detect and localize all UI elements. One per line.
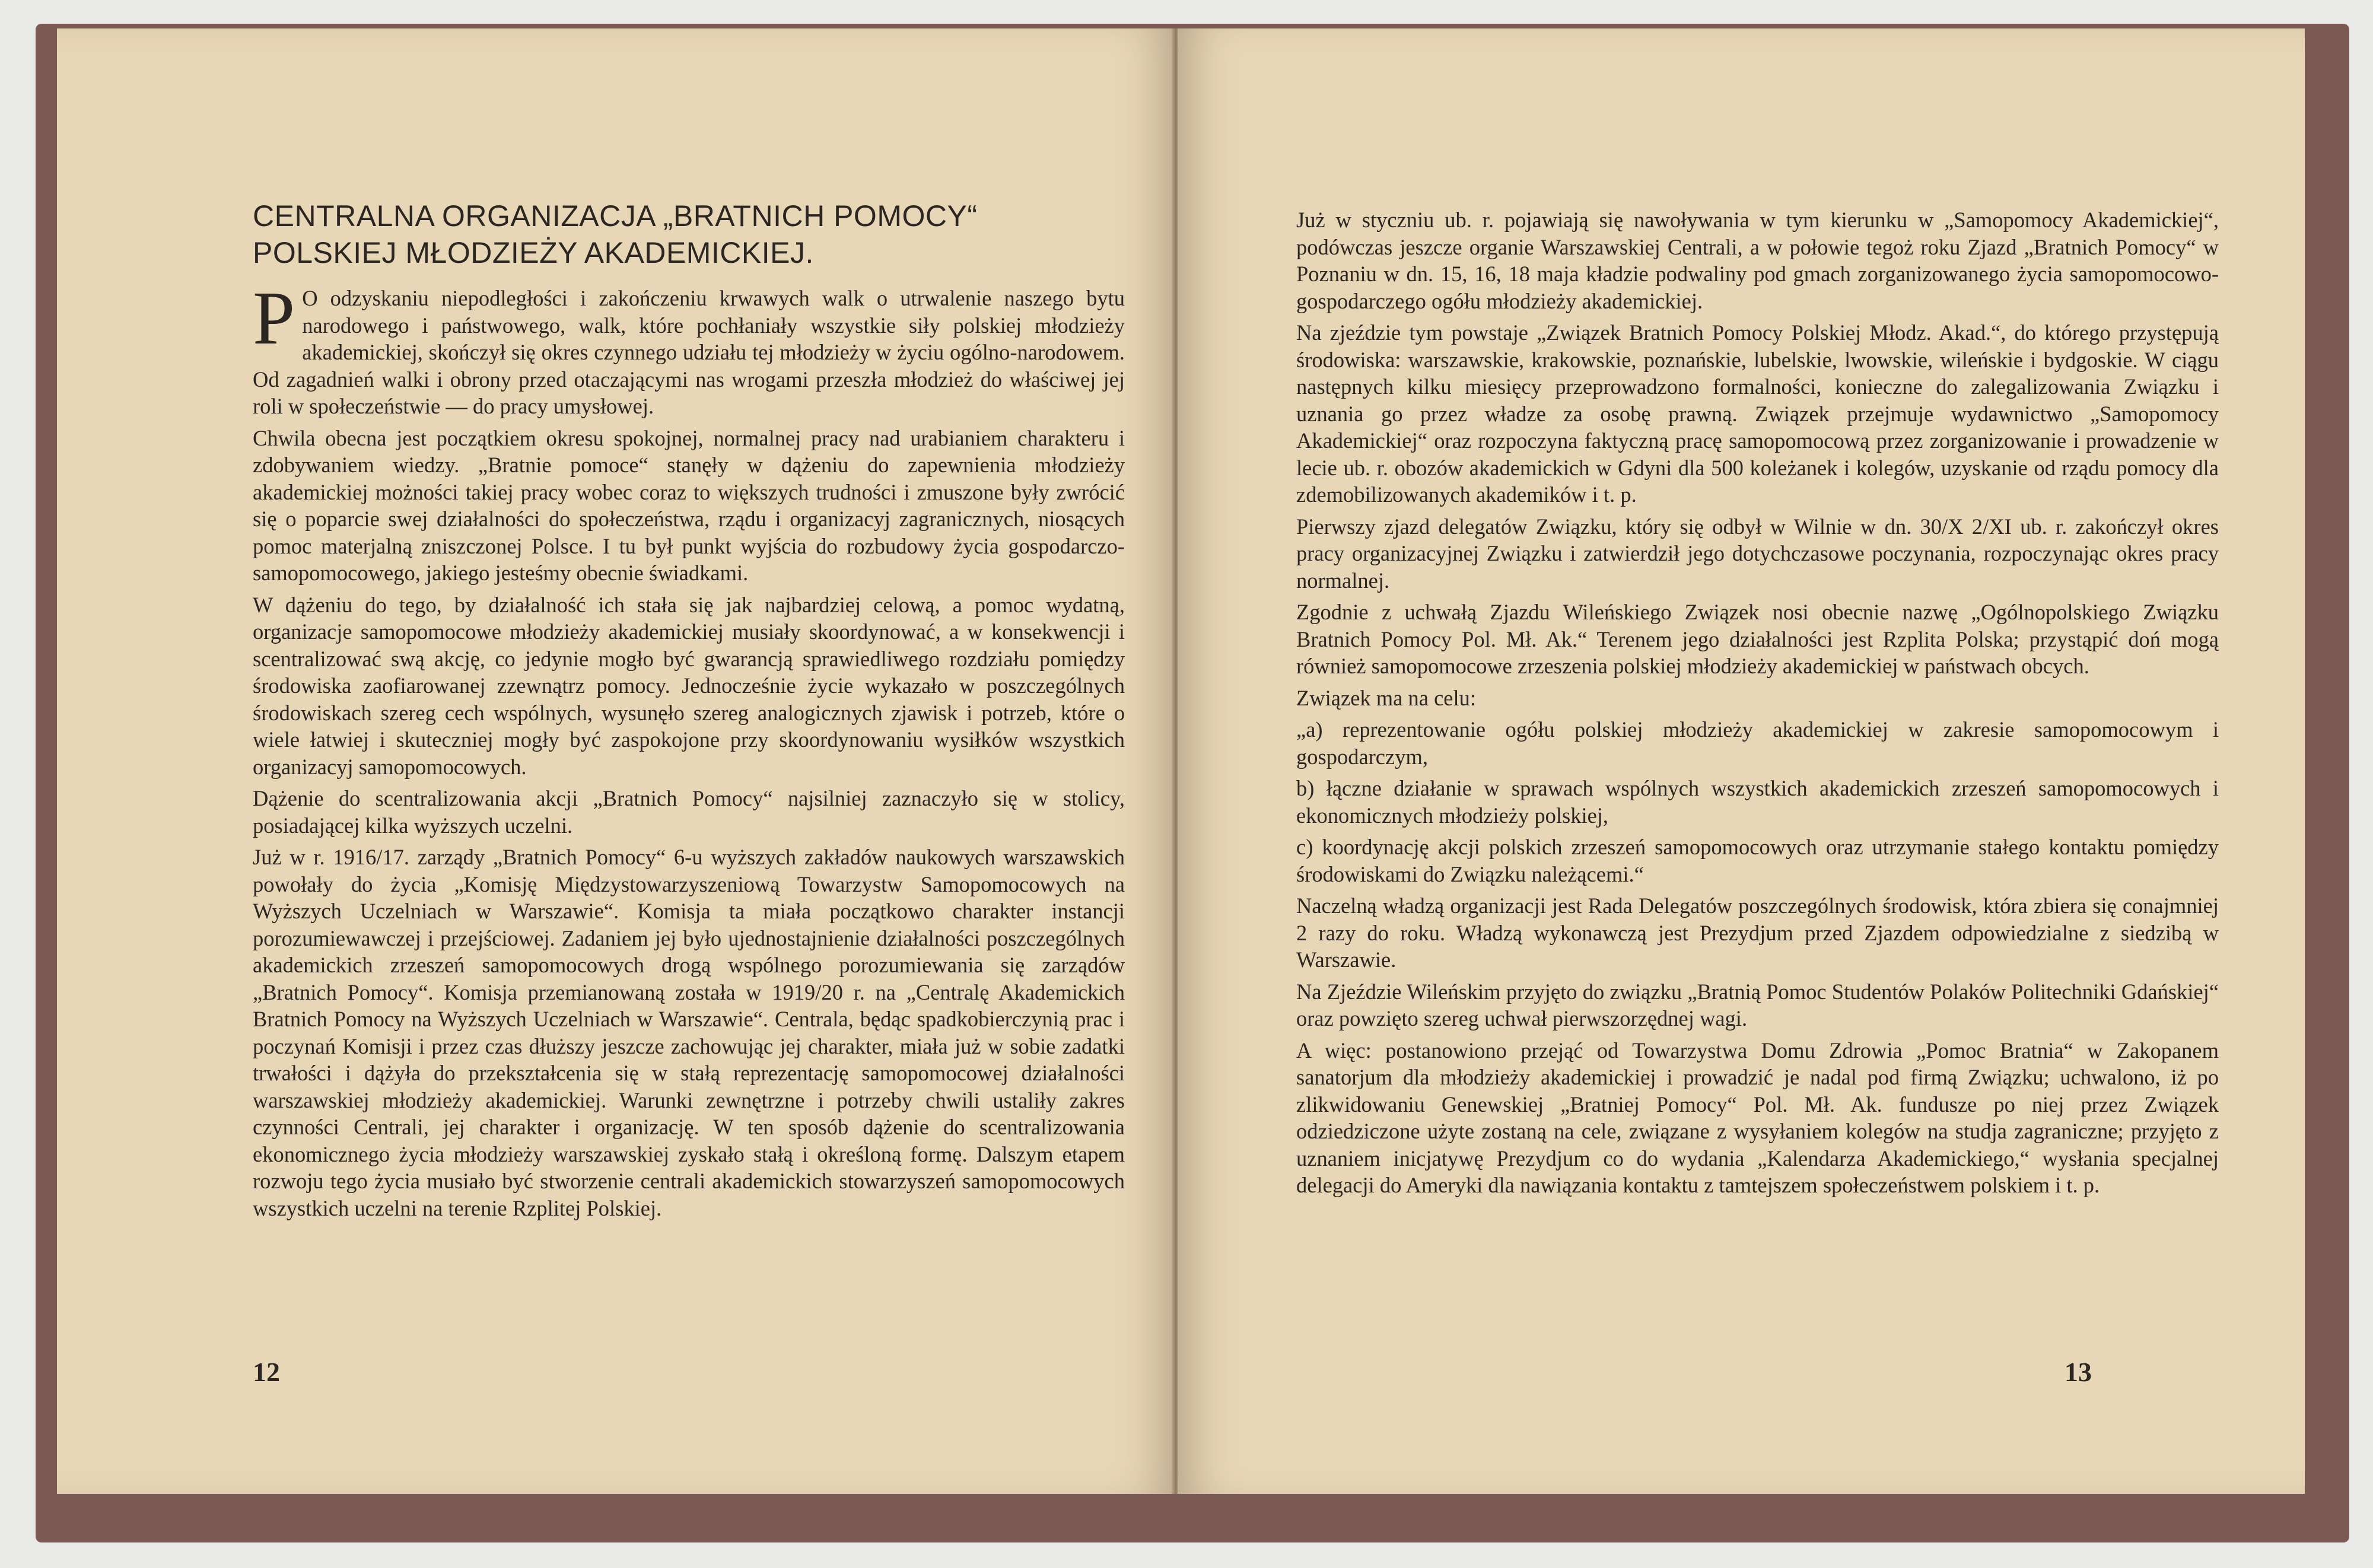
paragraph-1-text: O odzyskaniu niepodległości i zakończeniu krwawych walk o utrwalenie naszego bytu narodowego i państwowego, walk, które pochłaniały wszystkie siły polskiej młodzieży akademickiej, skończył się okres czynnego udziału tej młodzieży w życiu ogólno-narodowem. Od zagadnień walki i obrony przed otaczającymi nas wrogami przeszła młodzież do właściwej jej roli w społeczeństwie — do pracy umysłowej.	[253, 286, 1125, 418]
article-title	[253, 198, 1143, 271]
paragraph-r8: c) koordynację akcji polskich zrzeszeń samopomocowych oraz utrzymanie stałego kontaktu pomiędzy środowiskami do Związku należącemi.“	[1296, 835, 2219, 886]
paragraph-5: Już w r. 1916/17. zarządy „Bratnich Pomocy“ 6-u wyższych zakładów naukowych warszawskich powołały do życia „Komisję Międzystowarzyszeniową Towarzystw Samopomocowych na Wyższych Uczelniach w Warszawie“. Komisja ta miała początkowo charakter instancji porozumiewawczej i przejściowej. Zadaniem jej było ujednostajnienie działalności poszczególnych akademickich zrzeszeń samopomocowych drogą wspólnego porozumiewania się zarządów „Bratnich Pomocy“. Komisja przemianowaną została w 1919/20 r. na „Centralę Akademickich Bratnich Pomocy na Wyższych Uczelniach w Warszawie“. Centrala, będąc spadkobierczynią prac i poczynań Komisji i przez czas dłuższy jeszcze zachowując jej charakter, miała już w sobie zadatki trwałości i dążyła do przekształcenia się w stałą reprezentację samopomocowej działalności warszawskiej młodzieży akademickiej. Warunki zewnętrzne i potrzeby chwili ustaliły zakres czynności Centrali, jej charakter i organizację. W ten sposób dążenie do scentralizowania ekonomicznego życia młodzieży warszawskiej zyskało stałą i określoną formę. Dalszym etapem rozwoju tego życia musiało być stworzenie centrali akademickich stowarzyszeń samopomocowych wszystkich uczelni na terenie Rzplitej Polskiej.	[253, 845, 1125, 1220]
right-text-column	[1296, 206, 2219, 1204]
paragraph-r6: „a) reprezentowanie ogółu polskiej młodzieży akademickiej w zakresie samopomocowym i gospodarczym,	[1296, 717, 2219, 769]
paragraph-r9: Naczelną władzą organizacji jest Rada Delegatów poszczególnych środowisk, która zbiera się conajmniej 2 razy do roku. Władzą wykonawczą jest Prezydjum przed Zjazdem odpowiedzialne z siedzibą w Warszawie.	[1296, 893, 2219, 972]
paragraph-2: Chwila obecna jest początkiem okresu spokojnej, normalnej pracy nad urabianiem charakteru i zdobywaniem wiedzy. „Bratnie pomoce“ stanęły w dążeniu do zapewnienia młodzieży akademickiej możności takiej pracy wobec coraz to większych trudności i zmuszone były zwrócić się o poparcie swej działalności do społeczeństwa, rządu i organizacyj zagranicznych, niosących pomoc materjalną zniszczonej Polsce. I tu był punkt wyjścia do rozbudowy życia gospodarczo-samopomocowego, jakiego jesteśmy obecnie świadkami.	[253, 425, 1125, 585]
title-line-1: CENTRALNA ORGANIZACJA „BRATNICH POMOCY“	[253, 199, 978, 233]
paragraph-r3: Pierwszy zjazd delegatów Związku, który się odbył w Wilnie w dn. 30/X 2/XI ub. r. zakończył okres pracy organizacyjnej Związku i zatwierdził jego dotychczasowe poczynania, rozpoczynając okres pracy normalnej.	[1296, 514, 2219, 593]
left-page	[57, 28, 1175, 1494]
paragraph-3: W dążeniu do tego, by działalność ich stała się jak najbardziej celową, a pomoc wydatną, organizacje samopomocowe młodzieży akademickiej musiały skoordynować, a w konsekwencji i scentralizować swą akcję, co jedynie mogło być gwarancją sprawiedliwego rozdziału pomiędzy środowiska zaofiarowanej zzewnątrz pomocy. Jednocześnie życie wykazało w poszczególnych środowiskach szereg cech wspólnych, wysunęło szereg analogicznych zjawisk i potrzeb, które o wiele łatwiej i skuteczniej mogły być zaspokojone przy skoordynowaniu wysiłków wszystkich organizacyj samopomocowych.	[253, 592, 1125, 779]
paragraph-r10: Na Zjeździe Wileńskim przyjęto do związku „Bratnią Pomoc Studentów Polaków Politechniki Gdańskiej“ oraz powzięto szereg uchwał pierwszorzędnej wagi.	[1296, 979, 2219, 1031]
title-line-2: POLSKIEJ MŁODZIEŻY AKADEMICKIEJ.	[253, 236, 814, 269]
paragraph-r11: A więc: postanowiono przejąć od Towarzystwa Domu Zdrowia „Pomoc Bratnia“ w Zakopanem sanatorjum dla młodzieży akademickiej i prowadzić je nadal pod firmą Związku; uchwalono, iż po zlikwidowaniu Genewskiej „Bratniej Pomocy“ Pol. Mł. Ak. fundusze po niej przez Związek odziedziczone użyte zostaną na cele, związane z wysyłaniem kolegów na studja zagraniczne; przyjęto z uznaniem inicjatywę Prezydjum co do wydania „Kalendarza Akademickiego,“ wysłania specjalnej delegacji do Ameryki dla nawiązania kontaktu z tamtejszem społeczeństwem polskiem i t. p.	[1296, 1038, 2219, 1197]
paragraph-r7: b) łączne działanie w sprawach wspólnych wszystkich akademickich zrzeszeń samopomocowych i ekonomicznych młodzieży polskiej,	[1296, 776, 2219, 828]
paragraph-r2: Na zjeździe tym powstaje „Związek Bratnich Pomocy Polskiej Młodz. Akad.“, do którego przystępują środowiska: warszawskie, krakowskie, poznańskie, lubelskie, lwowskie, wileńskie i bydgoskie. W ciągu następnych kilku miesięcy przeprowadzono formalności, konieczne do zalegalizowania Związku i uznania go przez władze za osobę prawną. Związek przejmuje wydawnictwo „Samopomocy Akademickiej“ oraz rozpoczyna faktyczną pracę samopomocową przez zorganizowanie i prowadzenie w lecie ub. r. obozów akademickich w Gdyni dla 500 koleżanek i kolegów, uzyskanie od rządu pomocy dla zdemobilizowanych akademików i t. p.	[1296, 320, 2219, 507]
paragraph-r5: Związek ma na celu:	[1296, 685, 1476, 710]
paragraph-4: Dążenie do scentralizowania akcji „Bratnich Pomocy“ najsilniej zaznaczyło się w stolicy, posiadającej kilka wyższych uczelni.	[253, 786, 1125, 838]
right-page	[1178, 28, 2305, 1494]
paragraph-r4: Zgodnie z uchwałą Zjazdu Wileńskiego Związek nosi obecnie nazwę „Ogólnopolskiego Związku Bratnich Pomocy Pol. Mł. Ak.“ Terenem jego działalności jest Rzplita Polska; przystąpić doń mogą również samopomocowe zrzeszenia polskiej młodzieży akademickiej w państwach obcych.	[1296, 600, 2219, 678]
paragraph-1	[253, 276, 1125, 420]
page-number-left: 12	[253, 1357, 280, 1387]
page-number-right: 13	[2065, 1357, 2092, 1387]
left-text-column	[253, 276, 1125, 1226]
paragraph-r1: Już w styczniu ub. r. pojawiają się nawoływania w tym kierunku w „Samopomocy Akademickiej“, podówczas jeszcze organie Warszawskiej Centrali, a w połowie tegoż roku Zjazd „Bratnich Pomocy“ w Poznaniu w dn. 15, 16, 18 maja kładzie podwaliny pod gmach zorganizowanego życia samopomocowo-gospodarczego ogółu młodzieży akademickiej.	[1296, 208, 2219, 313]
drop-cap: P	[253, 276, 295, 360]
